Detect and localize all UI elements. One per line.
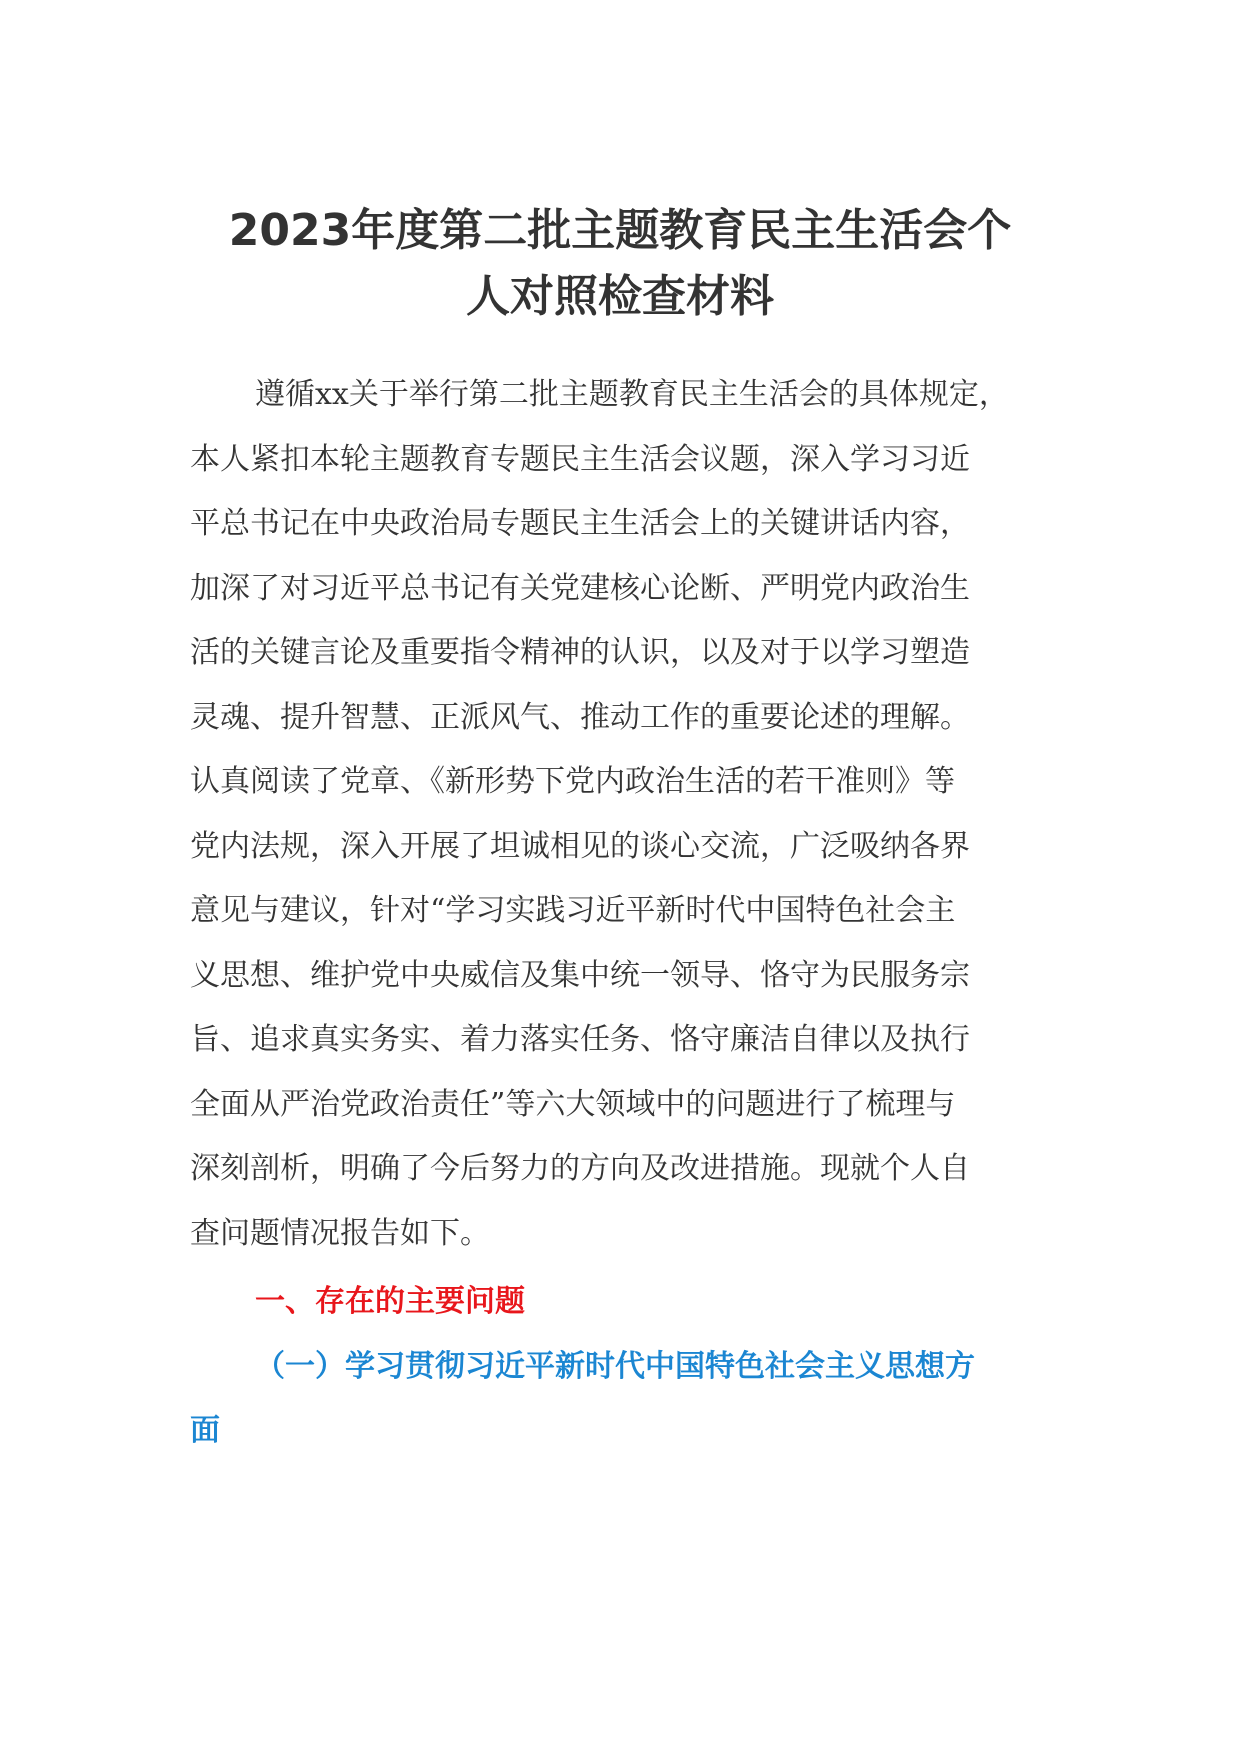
intro-line: 平总书记在中央政治局专题民主生活会上的关键讲话内容， <box>190 506 970 541</box>
intro-paragraph <box>190 363 1090 1266</box>
intro-line: 意见与建议，针对“学习实践习近平新时代中国特色社会主 <box>190 893 956 928</box>
document-title-line-2: 人对照检查材料 <box>466 271 774 322</box>
intro-line: 灵魂、提升智慧、正派风气、推动工作的重要论述的理解。 <box>190 699 970 735</box>
intro-line: 加深了对习近平总书记有关党建核心论断、严明党内政治生 <box>190 570 970 606</box>
intro-line: 党内法规，深入开展了坦诚相见的谈心交流，广泛吸纳各界 <box>190 828 970 864</box>
intro-line: 全面从严治党政治责任”等六大领域中的问题进行了梳理与 <box>190 1086 956 1122</box>
intro-line: 活的关键言论及重要指令精神的认识，以及对于以学习塑造 <box>190 635 970 670</box>
intro-line: 旨、追求真实务实、着力落实任务、恪守廉洁自律以及执行 <box>190 1022 970 1057</box>
intro-line: 认真阅读了党章、《新形势下党内政治生活的若干准则》等 <box>190 764 955 799</box>
section-heading: 一、存在的主要问题 <box>255 1284 525 1319</box>
document-title-line-1: 2023年度第二批主题教育民主生活会个 <box>228 205 1012 256</box>
intro-line: 义思想、维护党中央威信及集中统一领导、恪守为民服务宗 <box>190 957 970 993</box>
subsection-heading-line-2: 面 <box>190 1413 220 1448</box>
intro-line: 本人紧扣本轮主题教育专题民主生活会议题，深入学习习近 <box>190 441 970 477</box>
subsection-heading-line-1: （一）学习贯彻习近平新时代中国特色社会主义思想方 <box>255 1349 975 1384</box>
subsection-heading <box>190 1335 1090 1463</box>
intro-line: 遵循xx关于举行第二批主题教育民主生活会的具体规定， <box>255 377 1009 412</box>
intro-line: 查问题情况报告如下。 <box>190 1215 490 1251</box>
document-title <box>190 198 1050 330</box>
intro-line: 深刻剖析，明确了今后努力的方向及改进措施。现就个人自 <box>190 1151 970 1186</box>
